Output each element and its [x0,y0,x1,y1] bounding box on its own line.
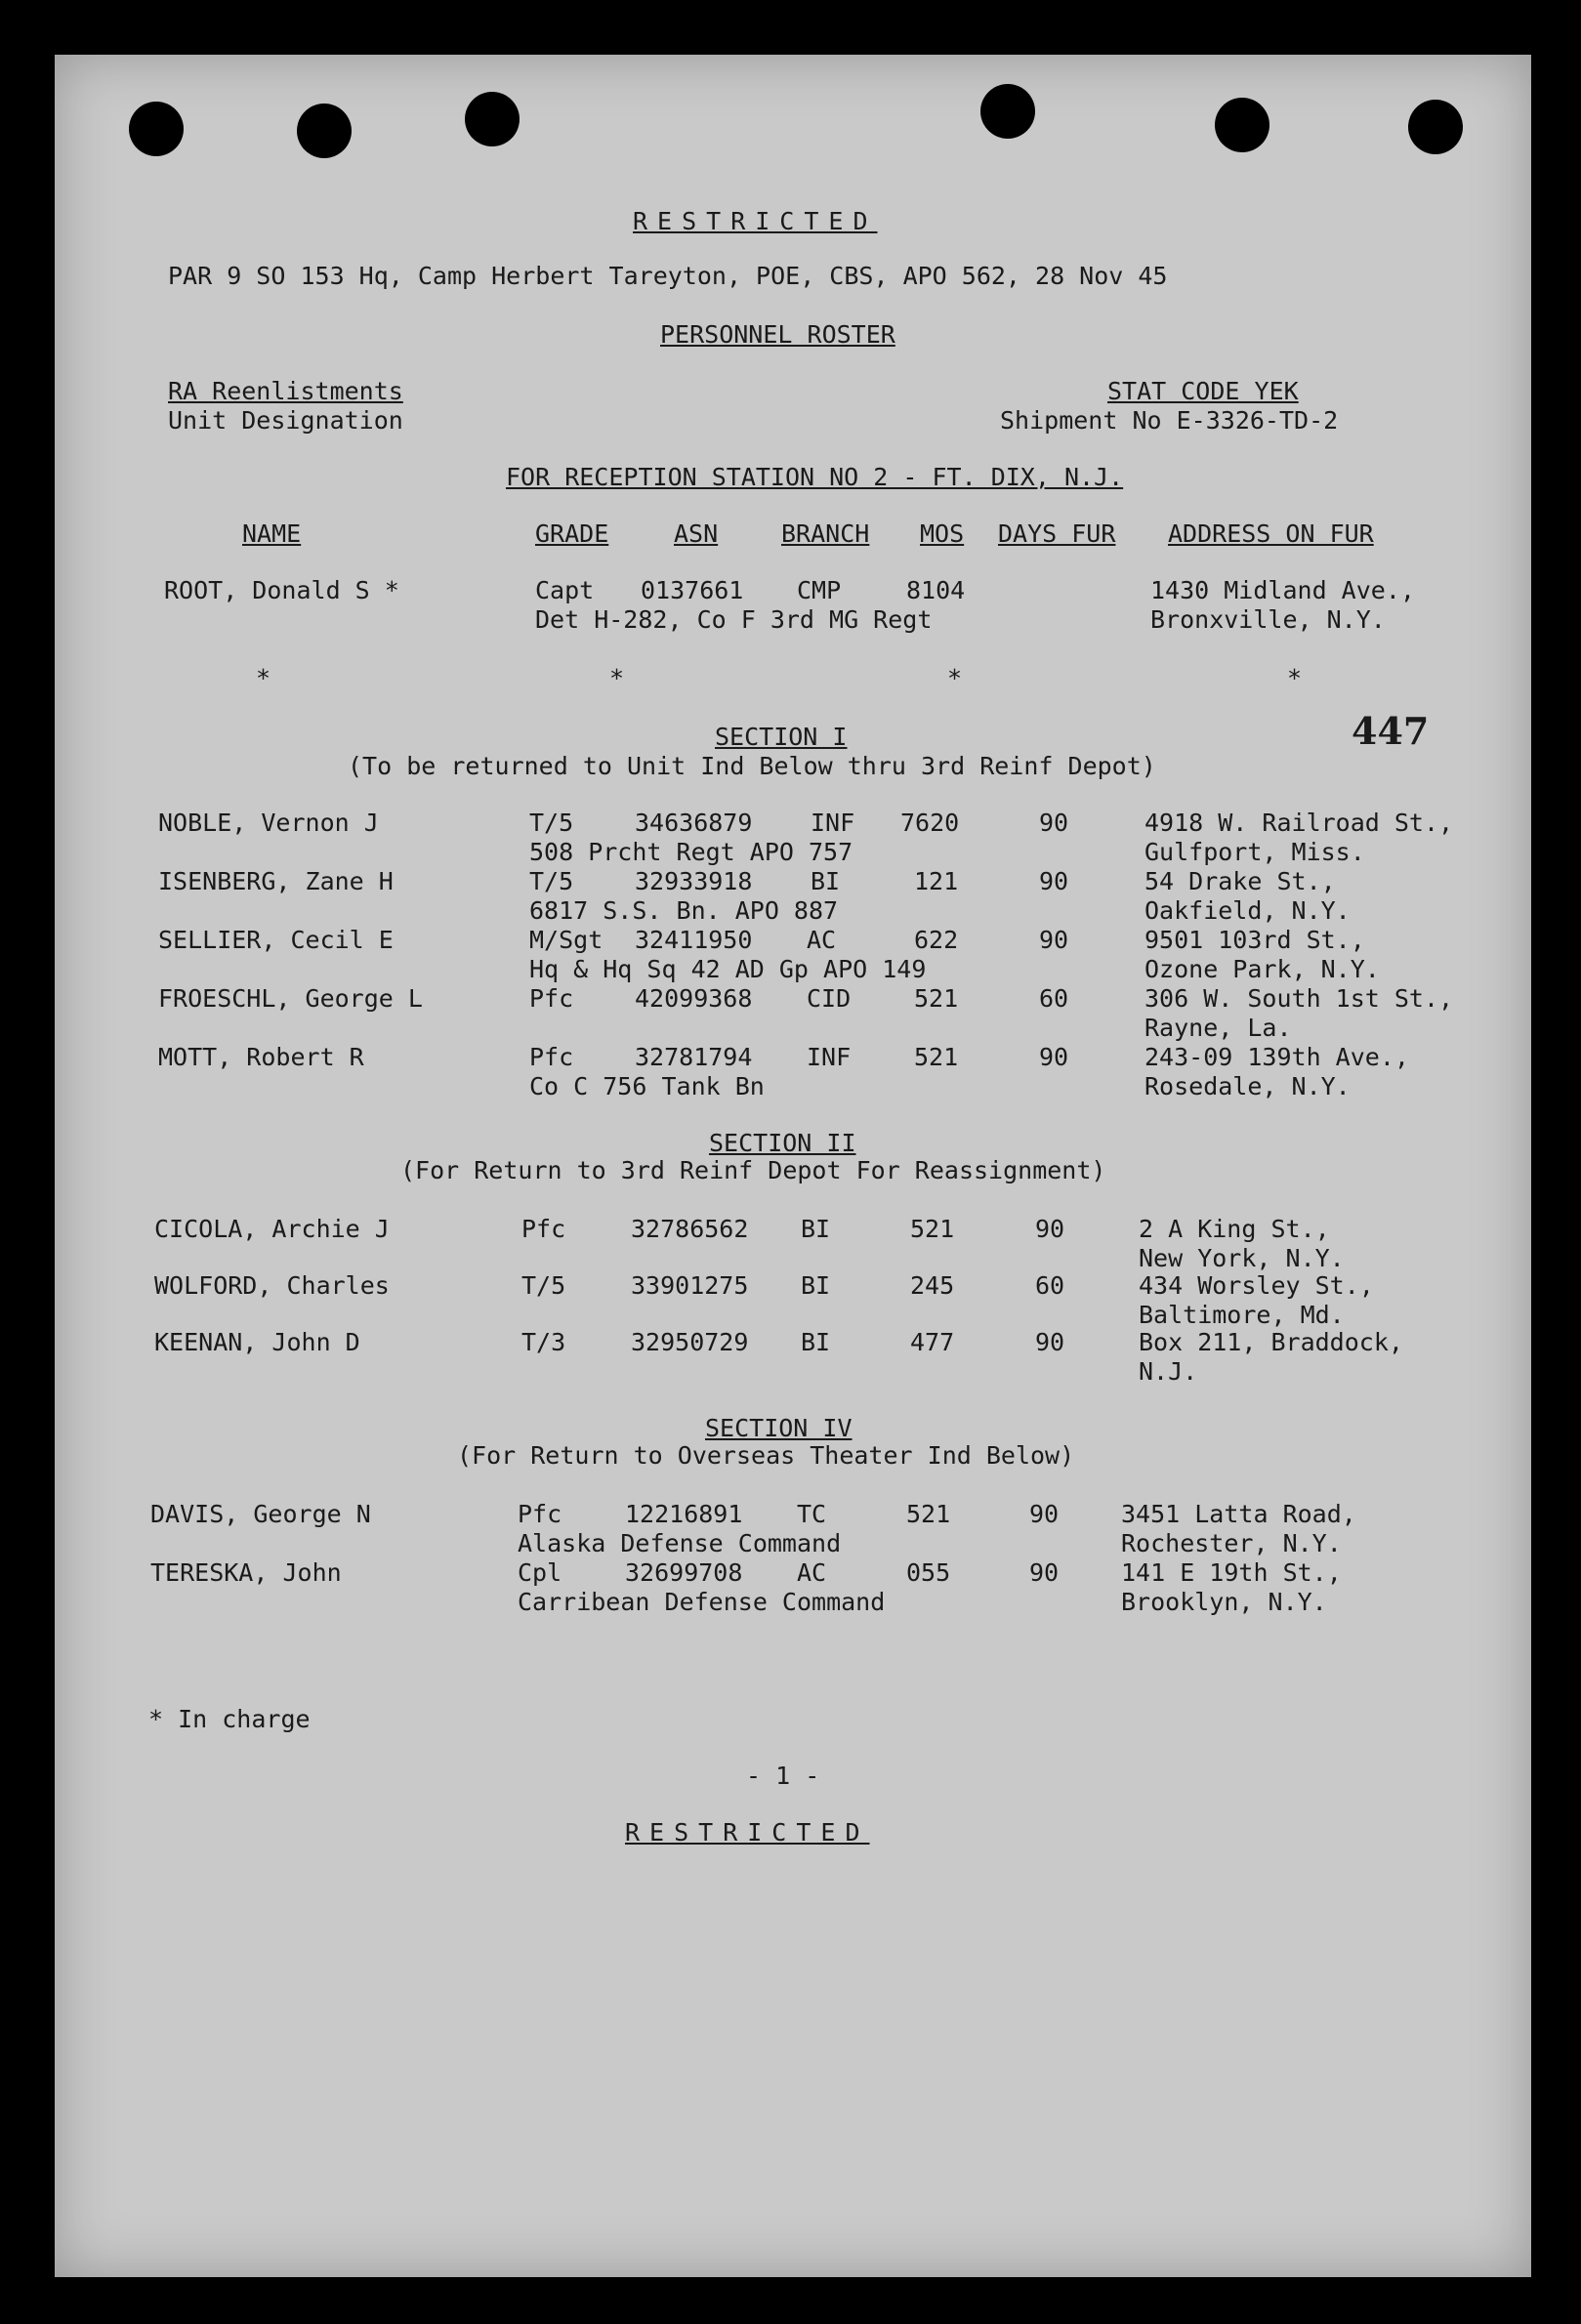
roster-address-1: 3451 Latta Road, [1121,1500,1356,1528]
restricted-bottom: RESTRICTED [625,1818,870,1847]
in-charge-address-2: Bronxville, N.Y. [1150,605,1386,634]
section-subtitle: (For Return to 3rd Reinf Depot For Reassignment) [400,1156,1106,1184]
in-charge-note: * In charge [148,1705,311,1733]
roster-address-2: Rochester, N.Y. [1121,1529,1342,1557]
roster-name: DAVIS, George N [150,1500,371,1528]
roster-name: FROESCHL, George L [158,984,423,1013]
roster-asn: 32411950 [635,926,753,954]
roster-address-2: Gulfport, Miss. [1144,838,1365,866]
in-charge-asn: 0137661 [641,576,744,604]
col-grade: GRADE [535,519,609,548]
section-title: SECTION II [709,1129,856,1157]
roster-mos: 477 [910,1328,955,1356]
roster-days: 90 [1039,809,1069,837]
roster-days: 90 [1035,1328,1065,1356]
roster-mos: 622 [914,926,959,954]
roster-mos: 245 [910,1271,955,1300]
section-subtitle: (To be returned to Unit Ind Below thru 3rd Reinf Depot) [348,752,1156,780]
roster-unit: Co C 756 Tank Bn [529,1072,765,1100]
roster-grade: Pfc [529,1043,574,1071]
roster-asn: 32933918 [635,867,753,895]
roster-title: PERSONNEL ROSTER [660,320,895,349]
roster-mos: 521 [914,984,959,1013]
roster-asn: 32781794 [635,1043,753,1071]
col-days: DAYS FUR [998,519,1116,548]
section-title: SECTION I [715,723,848,751]
roster-grade: Pfc [529,984,574,1013]
roster-name: WOLFORD, Charles [154,1271,390,1300]
roster-branch: AC [807,926,837,954]
roster-branch: BI [811,867,841,895]
roster-address-1: 434 Worsley St., [1139,1271,1374,1300]
punch-hole [297,104,352,158]
roster-days: 90 [1039,867,1069,895]
punch-hole [1215,98,1269,152]
in-charge-branch: CMP [797,576,842,604]
punch-hole [129,102,184,156]
roster-branch: INF [807,1043,852,1071]
roster-branch: INF [811,809,855,837]
shipment-number: Shipment No E-3326-TD-2 [1000,406,1339,435]
in-charge-address-1: 1430 Midland Ave., [1150,576,1415,604]
roster-branch: AC [797,1558,827,1587]
unit-line-2: Unit Designation [168,406,403,435]
roster-unit: Alaska Defense Command [518,1529,842,1557]
in-charge-grade: Capt [535,576,595,604]
roster-grade: T/5 [521,1271,566,1300]
roster-address-1: 243-09 139th Ave., [1144,1043,1409,1071]
punch-hole [1408,100,1463,154]
col-name: NAME [242,519,302,548]
unit-line-1: RA Reenlistments [168,377,403,405]
roster-address-1: Box 211, Braddock, [1139,1328,1403,1356]
roster-grade: Pfc [518,1500,562,1528]
order-line: PAR 9 SO 153 Hq, Camp Herbert Tareyton, POE, CBS, APO 562, 28 Nov 45 [168,262,1168,290]
roster-unit: Carribean Defense Command [518,1588,886,1616]
roster-asn: 32699708 [625,1558,743,1587]
roster-mos: 055 [906,1558,951,1587]
roster-days: 60 [1039,984,1069,1013]
roster-address-1: 306 W. South 1st St., [1144,984,1454,1013]
in-charge-unit: Det H-282, Co F 3rd MG Regt [535,605,933,634]
roster-days: 90 [1029,1558,1060,1587]
star-separator: * [256,664,271,692]
in-charge-mos: 8104 [906,576,966,604]
roster-grade: Pfc [521,1215,566,1243]
roster-address-1: 9501 103rd St., [1144,926,1365,954]
col-address: ADDRESS ON FUR [1168,519,1374,548]
roster-address-1: 4918 W. Railroad St., [1144,809,1454,837]
roster-branch: BI [801,1328,831,1356]
roster-name: NOBLE, Vernon J [158,809,379,837]
roster-asn: 32950729 [631,1328,749,1356]
roster-grade: T/3 [521,1328,566,1356]
roster-name: KEENAN, John D [154,1328,360,1356]
roster-unit: 508 Prcht Regt APO 757 [529,838,853,866]
roster-days: 60 [1035,1271,1065,1300]
roster-name: TERESKA, John [150,1558,342,1587]
col-branch: BRANCH [781,519,870,548]
roster-branch: CID [807,984,852,1013]
roster-address-2: New York, N.Y. [1139,1244,1345,1272]
roster-address-2: Baltimore, Md. [1139,1301,1345,1329]
roster-unit: Hq & Hq Sq 42 AD Gp APO 149 [529,955,927,983]
roster-address-1: 2 A King St., [1139,1215,1330,1243]
roster-asn: 32786562 [631,1215,749,1243]
roster-address-2: Rosedale, N.Y. [1144,1072,1351,1100]
roster-name: ISENBERG, Zane H [158,867,394,895]
roster-grade: T/5 [529,809,574,837]
roster-address-2: N.J. [1139,1357,1198,1386]
roster-unit: 6817 S.S. Bn. APO 887 [529,896,839,925]
roster-address-2: Ozone Park, N.Y. [1144,955,1380,983]
roster-days: 90 [1035,1215,1065,1243]
punch-hole [980,84,1035,139]
roster-address-2: Brooklyn, N.Y. [1121,1588,1327,1616]
roster-branch: BI [801,1215,831,1243]
star-separator: * [947,664,963,692]
star-separator: * [1287,664,1303,692]
roster-name: MOTT, Robert R [158,1043,364,1071]
roster-address-2: Oakfield, N.Y. [1144,896,1351,925]
roster-address-2: Rayne, La. [1144,1014,1292,1042]
section-subtitle: (For Return to Overseas Theater Ind Below) [457,1441,1075,1470]
col-asn: ASN [674,519,719,548]
roster-asn: 34636879 [635,809,753,837]
roster-mos: 521 [914,1043,959,1071]
roster-address-1: 54 Drake St., [1144,867,1336,895]
roster-days: 90 [1039,1043,1069,1071]
roster-asn: 42099368 [635,984,753,1013]
roster-asn: 33901275 [631,1271,749,1300]
star-separator: * [609,664,625,692]
roster-address-1: 141 E 19th St., [1121,1558,1342,1587]
roster-grade: Cpl [518,1558,562,1587]
roster-mos: 521 [910,1215,955,1243]
roster-days: 90 [1029,1500,1060,1528]
roster-asn: 12216891 [625,1500,743,1528]
roster-grade: T/5 [529,867,574,895]
in-charge-name: ROOT, Donald S * [164,576,399,604]
reception-station: FOR RECEPTION STATION NO 2 - FT. DIX, N.J. [506,463,1124,491]
roster-branch: TC [797,1500,827,1528]
roster-branch: BI [801,1271,831,1300]
roster-mos: 521 [906,1500,951,1528]
col-mos: MOS [920,519,965,548]
roster-grade: M/Sgt [529,926,603,954]
roster-name: CICOLA, Archie J [154,1215,390,1243]
restricted-top: RESTRICTED [633,207,878,235]
page-number-mark: 447 [1352,709,1430,753]
roster-days: 90 [1039,926,1069,954]
section-title: SECTION IV [705,1414,853,1442]
stat-code: STAT CODE YEK [1107,377,1299,405]
page-number: - 1 - [746,1762,820,1790]
roster-mos: 121 [914,867,959,895]
punch-hole [465,92,520,146]
roster-mos: 7620 [900,809,960,837]
roster-name: SELLIER, Cecil E [158,926,394,954]
